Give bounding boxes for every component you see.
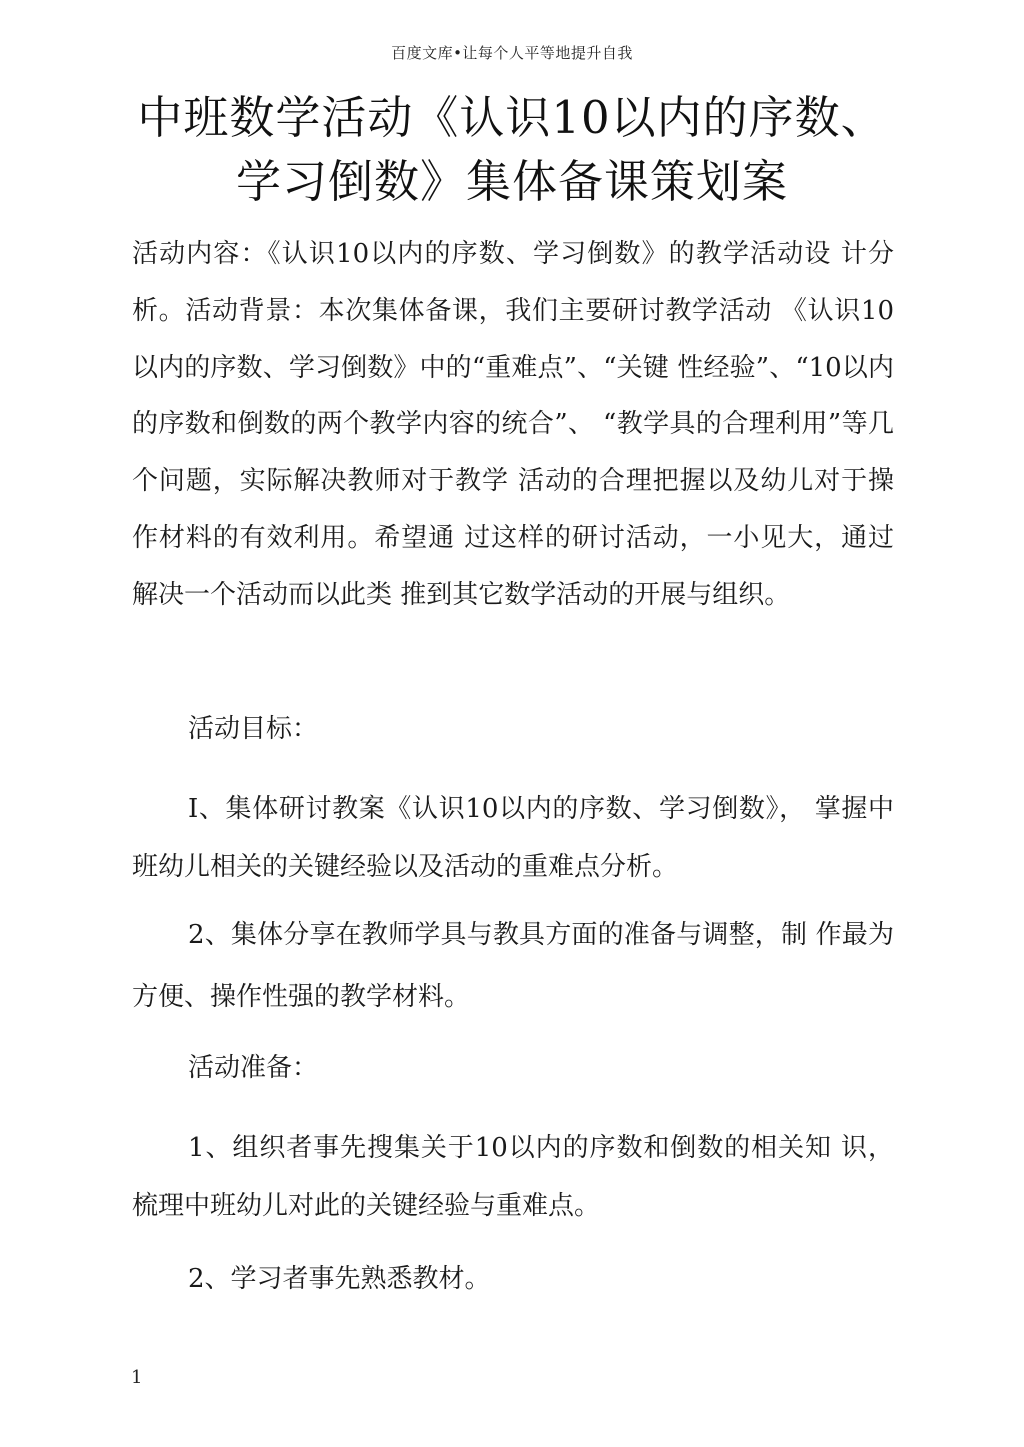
prep-item-2: 2、学习者事先熟悉教材。 <box>188 1264 491 1294</box>
goal-item-2: 2、集体分享在教师学具与教具方面的准备与调整，制 作最为方便、操作性强的教学材料。 <box>132 920 894 1012</box>
page-number: 1 <box>131 1367 143 1388</box>
intro-paragraph: 活动内容：《认识10以内的序数、学习倒数》的教学活动设 计分析。活动背景：本次集体备课，我们主要研讨教学活动 《认识10以内的序数、学习倒数》中的“重难点”、“关键 性经验”、“10以内的序数和倒数的两个教学内容的统合”、 “教学具的合理利用”等几个问题，实际解决教师对于教学 活动的合理把握以及幼儿对于操作材料的有效利用。希望通 过这样的研讨活动，一小见大，通过解决一个活动而以此类 推到其它数学活动的开展与组织。 <box>132 239 894 610</box>
goal-item-1: I、集体研讨教案《认识10以内的序数、学习倒数》， 掌握中班幼儿相关的关键经验以及活动的重难点分析。 <box>132 794 894 882</box>
prep-item-1: 1、组织者事先搜集关于10以内的序数和倒数的相关知 识，梳理中班幼儿对此的关键经验与重难点。 <box>132 1133 894 1221</box>
prep-heading: 活动准备： <box>188 1053 319 1083</box>
goals-heading: 活动目标： <box>188 714 319 744</box>
document-title: 中班数学活动《认识10以内的序数、学习倒数》集体备课策划案 <box>137 91 887 208</box>
watermark-header: 百度文库•让每个人平等地提升自我 <box>391 44 633 62</box>
